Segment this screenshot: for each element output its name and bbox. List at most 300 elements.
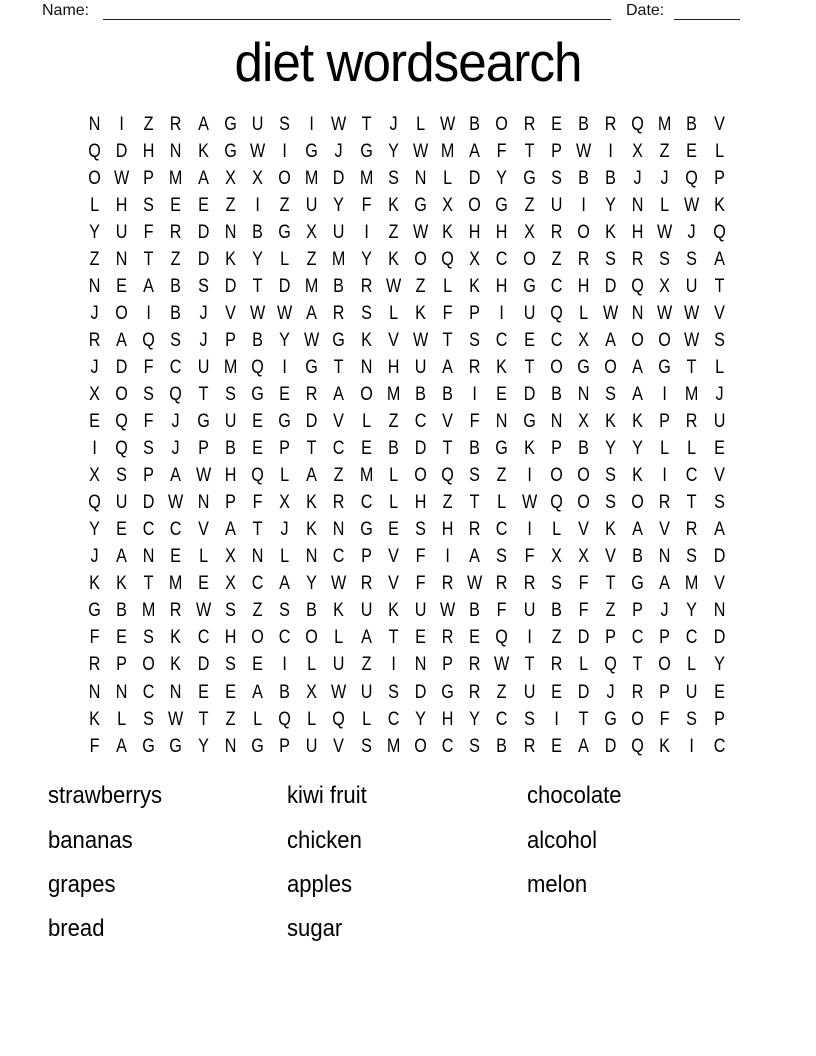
grid-letter: D xyxy=(333,167,345,189)
grid-letter: E xyxy=(224,681,236,703)
grid-letter: A xyxy=(143,275,155,297)
grid-letter: O xyxy=(495,113,509,135)
grid-letter: F xyxy=(143,356,154,378)
grid-letter: J xyxy=(172,411,181,433)
grid-letter: W xyxy=(385,275,401,297)
grid-letter: C xyxy=(333,438,345,460)
grid-letter: F xyxy=(496,140,507,162)
grid-letter: E xyxy=(360,438,372,460)
grid-letter: R xyxy=(631,681,644,703)
grid-letter: S xyxy=(605,465,616,487)
grid-letter: L xyxy=(443,167,453,189)
grid-letter: U xyxy=(414,600,427,622)
grid-letter: A xyxy=(713,248,725,270)
grid-letter: H xyxy=(414,492,427,514)
grid-letter: U xyxy=(713,411,726,433)
grid-letter: B xyxy=(577,438,589,460)
grid-letter: T xyxy=(524,654,535,676)
grid-letter: X xyxy=(306,681,318,703)
grid-letter: G xyxy=(658,356,672,378)
grid-letter: L xyxy=(551,519,561,541)
grid-letter: N xyxy=(88,681,101,703)
grid-letter: M xyxy=(658,113,672,135)
grid-letter: Z xyxy=(605,600,616,622)
grid-letter: W xyxy=(168,708,184,730)
grid-letter: S xyxy=(605,492,616,514)
grid-letter: N xyxy=(333,519,345,541)
grid-letter: R xyxy=(631,248,644,270)
grid-letter: F xyxy=(415,546,426,568)
grid-letter: H xyxy=(224,627,237,649)
grid-letter: X xyxy=(577,546,589,568)
grid-letter: G xyxy=(495,438,509,460)
word-item: bananas xyxy=(48,826,133,854)
grid-letter: B xyxy=(469,600,481,622)
grid-letter: S xyxy=(279,113,291,135)
grid-letter: S xyxy=(360,302,372,324)
grid-letter: A xyxy=(252,681,263,703)
grid-letter: R xyxy=(441,627,454,649)
grid-letter: Q xyxy=(685,167,699,189)
grid-letter: B xyxy=(577,113,589,135)
grid-letter: W xyxy=(494,654,510,676)
grid-letter: B xyxy=(496,735,508,757)
grid-letter: T xyxy=(605,573,616,595)
grid-letter: Q xyxy=(712,221,726,243)
grid-letter: N xyxy=(88,275,101,297)
grid-letter: A xyxy=(632,383,644,405)
grid-letter: B xyxy=(469,113,481,135)
grid-letter: L xyxy=(660,438,670,460)
grid-letter: G xyxy=(522,411,536,433)
grid-letter: C xyxy=(686,627,698,649)
grid-letter: Z xyxy=(496,681,507,703)
grid-letter: T xyxy=(524,140,535,162)
grid-letter: T xyxy=(143,573,154,595)
grid-letter: M xyxy=(169,167,183,189)
grid-letter: M xyxy=(685,573,699,595)
grid-letter: O xyxy=(549,356,563,378)
grid-letter: S xyxy=(605,383,616,405)
grid-letter: T xyxy=(252,275,263,297)
grid-letter: A xyxy=(170,465,182,487)
grid-letter: G xyxy=(224,113,237,135)
grid-letter: R xyxy=(170,221,182,243)
grid-letter: V xyxy=(333,735,345,757)
grid-letter: A xyxy=(116,329,128,351)
grid-letter: O xyxy=(631,492,644,514)
grid-letter: D xyxy=(414,438,427,460)
grid-letter: Z xyxy=(89,248,100,270)
grid-letter: H xyxy=(224,465,237,487)
grid-letter: E xyxy=(713,438,725,460)
grid-letter: D xyxy=(713,546,726,568)
grid-letter: K xyxy=(360,329,372,351)
grid-letter: F xyxy=(415,573,426,595)
grid-letter: E xyxy=(713,681,725,703)
grid-letter: S xyxy=(143,627,155,649)
grid-letter: G xyxy=(495,194,509,216)
word-item: sugar xyxy=(287,915,343,943)
grid-letter: K xyxy=(333,600,345,622)
grid-letter: K xyxy=(387,248,399,270)
grid-letter: L xyxy=(714,356,724,378)
grid-letter: S xyxy=(605,248,616,270)
grid-letter: E xyxy=(116,275,128,297)
grid-letter: K xyxy=(170,654,182,676)
grid-letter: N xyxy=(143,546,155,568)
grid-letter: L xyxy=(415,113,425,135)
grid-letter: C xyxy=(414,411,427,433)
grid-letter: F xyxy=(578,573,589,595)
grid-letter: R xyxy=(468,654,481,676)
grid-letter: S xyxy=(143,194,155,216)
grid-letter: L xyxy=(253,708,263,730)
grid-letter: E xyxy=(387,519,399,541)
grid-letter: K xyxy=(632,411,644,433)
grid-letter: K xyxy=(442,221,454,243)
grid-letter: B xyxy=(605,167,616,189)
grid-letter: S xyxy=(170,329,182,351)
grid-letter: R xyxy=(441,573,454,595)
grid-letter: E xyxy=(89,411,100,433)
grid-letter: E xyxy=(279,383,291,405)
grid-letter: R xyxy=(550,221,563,243)
grid-letter: S xyxy=(224,600,236,622)
grid-letter: N xyxy=(224,221,237,243)
grid-letter: A xyxy=(713,519,725,541)
grid-letter: X xyxy=(523,221,535,243)
grid-letter: L xyxy=(578,654,588,676)
grid-letter: C xyxy=(197,627,210,649)
grid-letter: Y xyxy=(686,600,698,622)
grid-letter: B xyxy=(415,383,426,405)
grid-letter: I xyxy=(526,465,532,487)
grid-letter: A xyxy=(116,546,128,568)
grid-letter: L xyxy=(280,248,290,270)
grid-letter: N xyxy=(360,356,372,378)
grid-letter: Q xyxy=(441,248,454,270)
grid-letter: K xyxy=(469,275,481,297)
grid-letter: X xyxy=(224,573,236,595)
word-column-2 xyxy=(287,774,374,952)
grid-letter: A xyxy=(360,627,372,649)
grid-letter: S xyxy=(686,708,698,730)
grid-letter: J xyxy=(199,329,208,351)
grid-letter: D xyxy=(604,275,617,297)
grid-letter: H xyxy=(115,194,128,216)
grid-letter: O xyxy=(658,329,672,351)
grid-letter: R xyxy=(88,654,101,676)
grid-letter: S xyxy=(360,735,372,757)
grid-letter: O xyxy=(414,735,427,757)
grid-letter: V xyxy=(659,519,671,541)
grid-letter: Q xyxy=(88,140,101,162)
grid-letter: S xyxy=(550,167,562,189)
grid-letter: W xyxy=(521,492,537,514)
grid-letter: G xyxy=(224,140,237,162)
grid-letter: A xyxy=(306,302,318,324)
grid-letter: W xyxy=(412,221,429,243)
grid-letter: R xyxy=(170,600,182,622)
grid-letter: M xyxy=(386,735,401,757)
grid-letter: Q xyxy=(142,329,156,351)
grid-letter: Q xyxy=(495,627,509,649)
grid-letter: U xyxy=(523,681,535,703)
grid-letter: K xyxy=(605,221,616,243)
grid-letter: G xyxy=(305,356,319,378)
grid-letter: Q xyxy=(169,383,183,405)
grid-letter: E xyxy=(116,627,128,649)
grid-letter: C xyxy=(170,519,182,541)
grid-letter: F xyxy=(524,546,535,568)
grid-letter: I xyxy=(92,438,97,460)
grid-letter: C xyxy=(143,519,155,541)
grid-letter: N xyxy=(115,681,128,703)
grid-letter: J xyxy=(633,167,642,189)
grid-letter: L xyxy=(497,492,507,514)
grid-letter: A xyxy=(442,356,454,378)
grid-letter: U xyxy=(360,681,372,703)
grid-letter: S xyxy=(686,248,698,270)
grid-letter: A xyxy=(306,465,318,487)
grid-letter: X xyxy=(577,411,589,433)
grid-letter: Y xyxy=(306,573,318,595)
grid-letter: L xyxy=(687,438,697,460)
grid-letter: R xyxy=(305,383,318,405)
grid-letter: I xyxy=(689,735,695,757)
grid-letter: H xyxy=(441,708,454,730)
grid-letter: J xyxy=(172,438,181,460)
grid-letter: D xyxy=(713,627,726,649)
grid-letter: N xyxy=(631,302,644,324)
grid-letter: S xyxy=(469,735,481,757)
grid-letter: S xyxy=(116,465,128,487)
grid-letter: Z xyxy=(225,708,236,730)
grid-letter: B xyxy=(333,275,345,297)
grid-letter: N xyxy=(115,248,128,270)
grid-letter: T xyxy=(578,708,589,730)
grid-letter: Z xyxy=(496,465,507,487)
grid-letter: L xyxy=(687,654,697,676)
word-item: melon xyxy=(527,870,588,898)
grid-letter: C xyxy=(496,708,508,730)
word-item: bread xyxy=(48,915,105,943)
grid-letter: P xyxy=(550,438,562,460)
grid-letter: P xyxy=(143,167,155,189)
grid-letter: O xyxy=(577,221,590,243)
grid-letter: C xyxy=(360,492,372,514)
grid-letter: W xyxy=(331,681,347,703)
grid-letter: J xyxy=(334,140,344,162)
grid-letter: S xyxy=(469,465,481,487)
grid-letter: M xyxy=(332,248,346,270)
grid-letter: G xyxy=(577,356,590,378)
grid-letter: N xyxy=(305,546,318,568)
grid-letter: K xyxy=(387,194,399,216)
grid-letter: M xyxy=(305,167,319,189)
grid-letter: I xyxy=(662,465,668,487)
grid-letter: B xyxy=(442,383,454,405)
grid-letter: X xyxy=(89,383,100,405)
grid-letter: P xyxy=(279,735,291,757)
grid-letter: G xyxy=(604,708,617,730)
grid-letter: X xyxy=(469,248,481,270)
grid-letter: P xyxy=(469,302,481,324)
grid-letter: S xyxy=(496,546,508,568)
grid-letter: R xyxy=(496,573,508,595)
grid-letter: C xyxy=(278,627,291,649)
grid-letter: T xyxy=(361,113,372,135)
grid-letter: D xyxy=(224,275,237,297)
grid-letter: A xyxy=(333,383,345,405)
grid-letter: K xyxy=(197,140,209,162)
grid-letter: R xyxy=(360,275,372,297)
grid-letter: R xyxy=(468,681,481,703)
grid-letter: Y xyxy=(333,194,345,216)
grid-letter: R xyxy=(659,492,671,514)
grid-letter: N xyxy=(577,383,590,405)
grid-letter: H xyxy=(387,356,400,378)
grid-letter: R xyxy=(523,735,535,757)
grid-letter: R xyxy=(686,411,698,433)
grid-letter: C xyxy=(441,735,454,757)
grid-letter: I xyxy=(391,654,396,676)
grid-letter: Z xyxy=(334,465,344,487)
grid-letter: L xyxy=(388,302,398,324)
grid-letter: N xyxy=(713,600,726,622)
grid-letter: S xyxy=(550,573,562,595)
grid-letter: S xyxy=(713,492,725,514)
grid-letter: Z xyxy=(524,194,535,216)
grid-letter: U xyxy=(414,356,427,378)
grid-letter: S xyxy=(387,167,399,189)
grid-letter: G xyxy=(441,681,454,703)
grid-letter: R xyxy=(468,356,481,378)
grid-letter: E xyxy=(550,113,562,135)
grid-letter: M xyxy=(685,383,699,405)
grid-letter: Q xyxy=(549,302,563,324)
word-item: apples xyxy=(287,870,353,898)
grid-letter: Z xyxy=(252,600,263,622)
grid-letter: R xyxy=(523,113,535,135)
grid-letter: Q xyxy=(631,275,644,297)
grid-letter: I xyxy=(526,627,532,649)
grid-letter: V xyxy=(387,546,399,568)
grid-letter: W xyxy=(602,302,619,324)
grid-letter: Y xyxy=(387,140,399,162)
grid-letter: L xyxy=(334,627,344,649)
grid-letter: A xyxy=(197,167,209,189)
grid-letter: R xyxy=(577,248,590,270)
grid-letter: B xyxy=(387,438,399,460)
grid-letter: X xyxy=(89,465,100,487)
grid-letter: A xyxy=(605,329,616,351)
grid-letter: U xyxy=(686,275,698,297)
grid-letter: G xyxy=(88,600,101,622)
grid-letter: L xyxy=(280,546,290,568)
grid-letter: B xyxy=(252,329,263,351)
grid-letter: L xyxy=(280,465,290,487)
grid-letter: T xyxy=(442,438,453,460)
grid-letter: N xyxy=(496,411,508,433)
grid-letter: U xyxy=(115,221,128,243)
grid-letter: E xyxy=(252,654,263,676)
grid-letter: H xyxy=(496,275,508,297)
grid-letter: L xyxy=(198,546,208,568)
grid-letter: T xyxy=(334,356,344,378)
word-item: chicken xyxy=(287,826,362,854)
grid-letter: W xyxy=(277,302,293,324)
grid-letter: T xyxy=(198,383,209,405)
grid-letter: E xyxy=(252,438,263,460)
grid-letter: D xyxy=(414,681,427,703)
grid-letter: F xyxy=(442,302,453,324)
grid-letter: U xyxy=(686,681,698,703)
grid-letter: L xyxy=(361,411,371,433)
grid-letter: I xyxy=(146,302,152,324)
grid-letter: X xyxy=(252,167,263,189)
grid-letter: H xyxy=(496,221,508,243)
grid-letter: V xyxy=(605,546,616,568)
grid-letter: Z xyxy=(143,113,154,135)
grid-letter: D xyxy=(115,356,128,378)
grid-letter: T xyxy=(714,275,725,297)
grid-letter: B xyxy=(469,438,481,460)
grid-letter: G xyxy=(142,735,156,757)
grid-letter: T xyxy=(252,519,263,541)
word-item: alcohol xyxy=(527,826,597,854)
grid-letter: W xyxy=(412,140,429,162)
grid-letter: B xyxy=(116,600,128,622)
grid-letter: B xyxy=(252,221,263,243)
word-item: strawberrys xyxy=(48,782,163,810)
grid-letter: M xyxy=(142,600,156,622)
grid-letter: F xyxy=(143,221,154,243)
grid-letter: E xyxy=(252,411,263,433)
grid-letter: E xyxy=(550,735,562,757)
grid-letter: U xyxy=(115,492,128,514)
grid-letter: X xyxy=(632,140,644,162)
grid-letter: V xyxy=(387,329,399,351)
grid-letter: B xyxy=(224,438,236,460)
grid-letter: S xyxy=(387,681,399,703)
grid-letter: S xyxy=(224,654,236,676)
grid-letter: O xyxy=(577,465,590,487)
grid-letter: C xyxy=(496,329,508,351)
grid-letter: L xyxy=(90,194,100,216)
grid-letter: L xyxy=(443,275,453,297)
grid-letter: P xyxy=(442,654,454,676)
grid-letter: Y xyxy=(713,654,725,676)
grid-letter: J xyxy=(715,383,724,405)
grid-letter: C xyxy=(387,708,400,730)
grid-letter: F xyxy=(89,735,100,757)
grid-letter: Y xyxy=(469,708,481,730)
grid-letter: I xyxy=(309,113,315,135)
grid-letter: Z xyxy=(442,492,453,514)
grid-letter: K xyxy=(224,248,236,270)
grid-letter: C xyxy=(170,356,182,378)
grid-letter: N xyxy=(251,546,264,568)
grid-letter: A xyxy=(469,546,481,568)
grid-letter: K xyxy=(605,411,616,433)
grid-letter: T xyxy=(442,329,453,351)
grid-letter: B xyxy=(306,600,318,622)
grid-letter: S xyxy=(279,600,291,622)
grid-letter: W xyxy=(684,194,700,216)
grid-letter: O xyxy=(115,383,129,405)
